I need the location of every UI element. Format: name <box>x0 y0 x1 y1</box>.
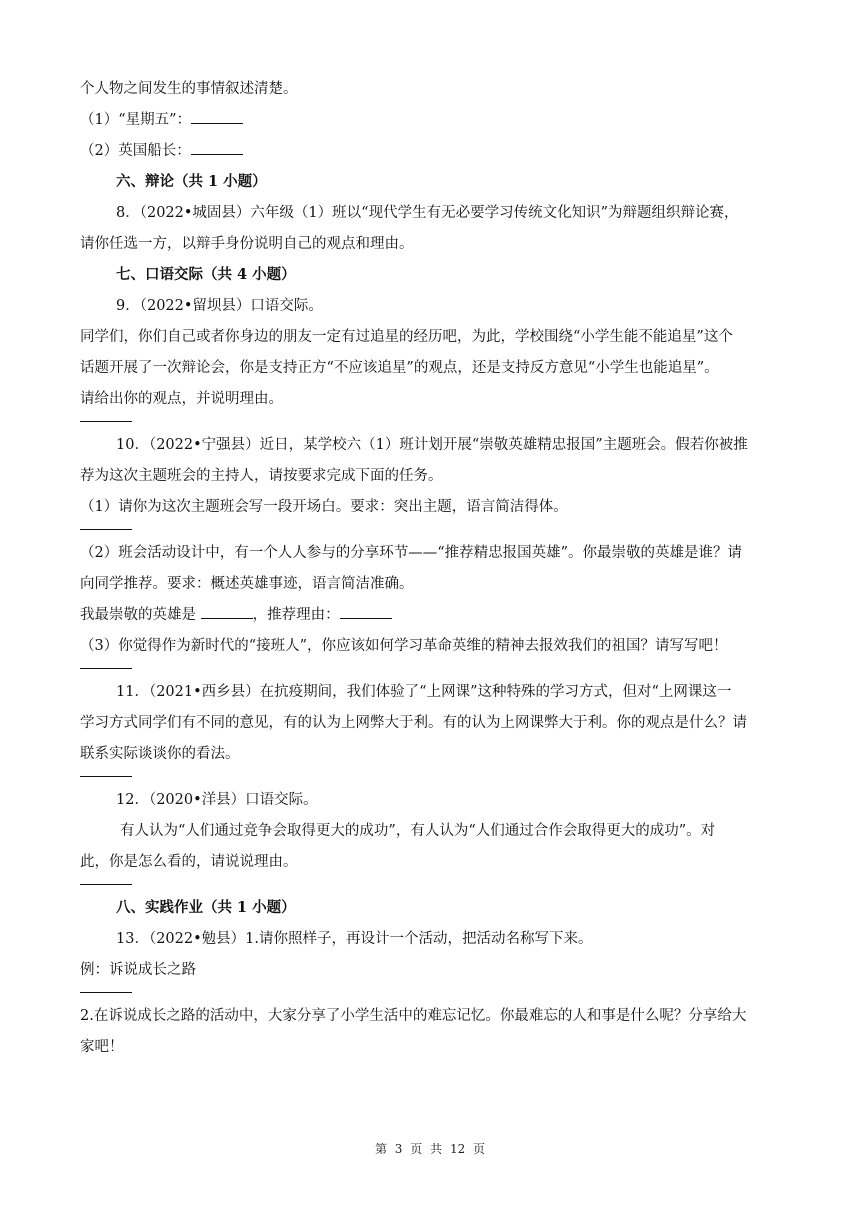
footer-suffix: 页 <box>473 1142 486 1156</box>
footer-prefix: 第 <box>374 1142 387 1156</box>
answer-blank[interactable] <box>201 604 253 619</box>
question-captain <box>80 140 780 162</box>
hero-label: 我最崇敬的英雄是 <box>80 607 201 623</box>
answer-line[interactable] <box>80 991 132 993</box>
question-10-part-1: （1）请你为这次主题班会写一段开场白。要求：突出主题，语言简洁得体。 <box>80 499 568 515</box>
answer-line[interactable] <box>80 667 132 669</box>
question-10-part-2: （2）班会活动设计中，有一个人人参与的分享环节——“推荐精忠报国英雄”。你最崇敬的英雄是谁？请 <box>80 545 743 561</box>
question-friday <box>80 109 780 131</box>
answer-line[interactable] <box>80 420 132 422</box>
answer-line[interactable] <box>80 528 132 530</box>
question-10-part-3: （3）你觉得作为新时代的“接班人”，你应该如何学习革命英维的精神去报效我们的祖国？请写写吧！ <box>80 638 728 654</box>
question-8-text: 8．（2022•城固县）六年级（1）班以“现代学生有无必要学习传统文化知识”为辩题组织辩论赛， <box>116 205 739 221</box>
question-11-text: 学习方式同学们有不同的意见，有的认为上网弊大于利。有的认为上网课弊大于利。你的观点是什么？请 <box>80 715 747 731</box>
question-13-part-2: 家吧！ <box>80 1039 124 1055</box>
question-10-part-2: 向同学推荐。要求：概述英雄事迹，语言简洁准确。 <box>80 576 414 592</box>
section-heading-debate: 六、辩论（共 1 小题） <box>116 173 267 190</box>
question-13-text: 13．（2022•勉县）1.请你照样子，再设计一个活动，把活动名称写下来。 <box>116 931 593 947</box>
document-page <box>80 78 780 1058</box>
question-12-text: 有人认为“人们通过竞争会取得更大的成功”，有人认为“人们通过合作会取得更大的成功”。对 <box>120 823 716 839</box>
answer-blank[interactable] <box>340 604 392 619</box>
question-12-text: 此，你是怎么看的，请说说理由。 <box>80 854 298 870</box>
question-8-text: 请你任选一方，以辩手身份说明自己的观点和理由。 <box>80 236 414 252</box>
answer-blank[interactable] <box>191 140 243 155</box>
question-11-text: 联系实际谈谈你的看法。 <box>80 746 240 762</box>
section-heading-practice: 八、实践作业（共 1 小题） <box>116 899 296 916</box>
text-line: 个人物之间发生的事情叙述清楚。 <box>80 81 298 97</box>
question-label: （2）英国船长： <box>80 143 191 159</box>
question-label: （1）“星期五”： <box>80 112 192 128</box>
question-10-hero-line <box>80 604 780 626</box>
section-heading-oral: 七、口语交际（共 4 小题） <box>116 266 296 283</box>
question-9-text: 请给出你的观点，并说明理由。 <box>80 391 283 407</box>
question-10-text: 荐为这次主题班会的主持人，请按要求完成下面的任务。 <box>80 468 443 484</box>
question-9-text: 同学们，你们自己或者你身边的朋友一定有过追星的经历吧，为此，学校围绕“小学生能不能追星”这个 <box>80 329 733 345</box>
answer-blank[interactable] <box>191 109 243 124</box>
question-9-title: 9．（2022•留坝县）口语交际。 <box>116 298 323 314</box>
page-footer <box>0 1140 860 1157</box>
question-11-text: 11．（2021•西乡县）在抗疫期间，我们体验了“上网课”这种特殊的学习方式，但对“上网课这一 <box>116 684 732 700</box>
question-10-text: 10．（2022•宁强县）近日，某学校六（1）班计划开展“崇敬英雄精忠报国”主题班会。假若你被推 <box>116 437 748 453</box>
footer-page-number: 3 <box>394 1142 403 1156</box>
question-9-text: 话题开展了一次辩论会，你是支持正方“不应该追星”的观点，还是支持反方意见“小学生也能追星”。 <box>80 360 719 376</box>
question-13-part-2: 2.在诉说成长之路的活动中，大家分享了小学生活中的难忘记忆。你最难忘的人和事是什么呢？分享给大 <box>80 1008 747 1024</box>
footer-total-word: 共 <box>430 1142 443 1156</box>
question-12-title: 12．（2020•洋县）口语交际。 <box>116 792 318 808</box>
footer-page-word: 页 <box>410 1142 423 1156</box>
answer-line[interactable] <box>80 883 132 885</box>
answer-line[interactable] <box>80 775 132 777</box>
question-13-example: 例：诉说成长之路 <box>80 962 196 978</box>
reason-label: ，推荐理由： <box>252 607 340 623</box>
footer-total-pages: 12 <box>449 1142 466 1156</box>
